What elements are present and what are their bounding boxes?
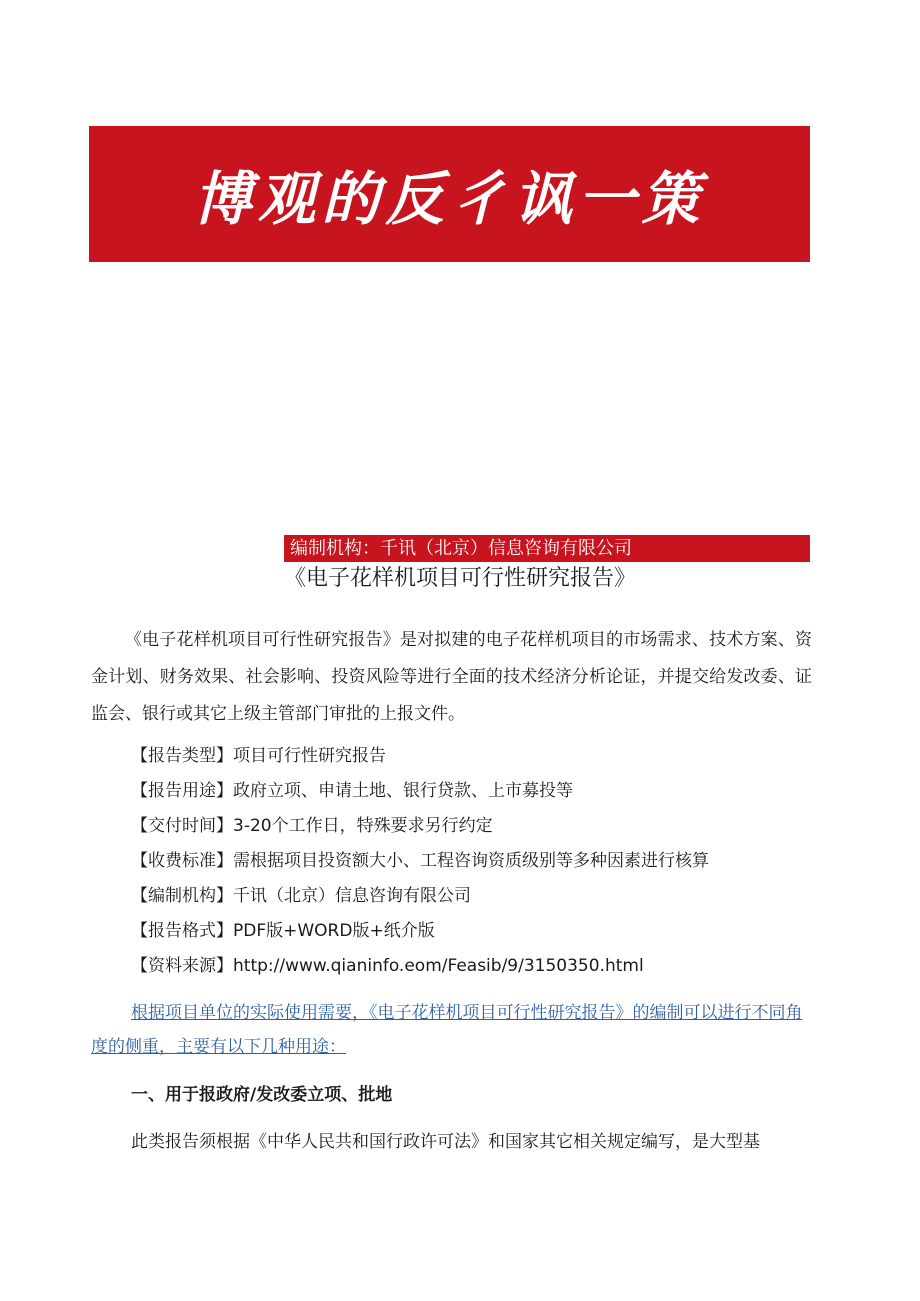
meta-value: PDF版+WORD版+纸介版 (233, 921, 435, 941)
meta-item-org (131, 879, 821, 914)
usage-note-text: 根据项目单位的实际使用需要，《电子花样机项目可行性研究报告》的编制可以进行不同角度的侧重，主要有以下几种用途： (91, 1003, 803, 1057)
section-heading: 一、用于报政府/发改委立项、批地 (131, 1085, 393, 1105)
title-banner (89, 126, 810, 262)
meta-item-format (131, 914, 821, 949)
meta-label: 【资料来源】 (131, 956, 233, 976)
meta-list (131, 739, 821, 984)
usage-note (91, 996, 812, 1064)
section-body: 此类报告须根据《中华人民共和国行政许可法》和国家其它相关规定编写，是大型基 (131, 1132, 760, 1152)
meta-value: 3-20个工作日，特殊要求另行约定 (233, 816, 493, 836)
meta-value: 项目可行性研究报告 (233, 746, 386, 766)
org-bar: 编制机构：千讯（北京）信息咨询有限公司 (284, 535, 810, 562)
meta-source-link[interactable]: http://www.qianinfo.eom/Feasib/9/3150350.html (233, 956, 644, 976)
meta-item-type (131, 739, 821, 774)
meta-label: 【编制机构】 (131, 886, 233, 906)
meta-label: 【报告用途】 (131, 781, 233, 801)
intro-paragraph: 《电子花样机项目可行性研究报告》是对拟建的电子花样机项目的市场需求、技术方案、资金计划、财务效果、社会影响、投资风险等进行全面的技术经济分析论证，并提交给发改委、证监会、银行或其它上级主管部门审批的上报文件。 (91, 630, 812, 724)
meta-label: 【报告类型】 (131, 746, 233, 766)
report-title: 《电子花样机项目可行性研究报告》 (283, 566, 636, 591)
meta-label: 【收费标准】 (131, 851, 233, 871)
meta-value: 政府立项、申请土地、银行贷款、上市募投等 (233, 781, 573, 801)
meta-item-usage (131, 774, 821, 809)
meta-value: 需根据项目投资额大小、工程咨询资质级别等多种因素进行核算 (233, 851, 709, 871)
meta-item-delivery (131, 809, 821, 844)
meta-item-fee (131, 844, 821, 879)
meta-value: 千讯（北京）信息咨询有限公司 (233, 886, 471, 906)
meta-item-source (131, 949, 821, 984)
banner-title: 博观的反彳讽一策 (193, 165, 706, 233)
meta-label: 【报告格式】 (131, 921, 233, 941)
meta-label: 【交付时间】 (131, 816, 233, 836)
